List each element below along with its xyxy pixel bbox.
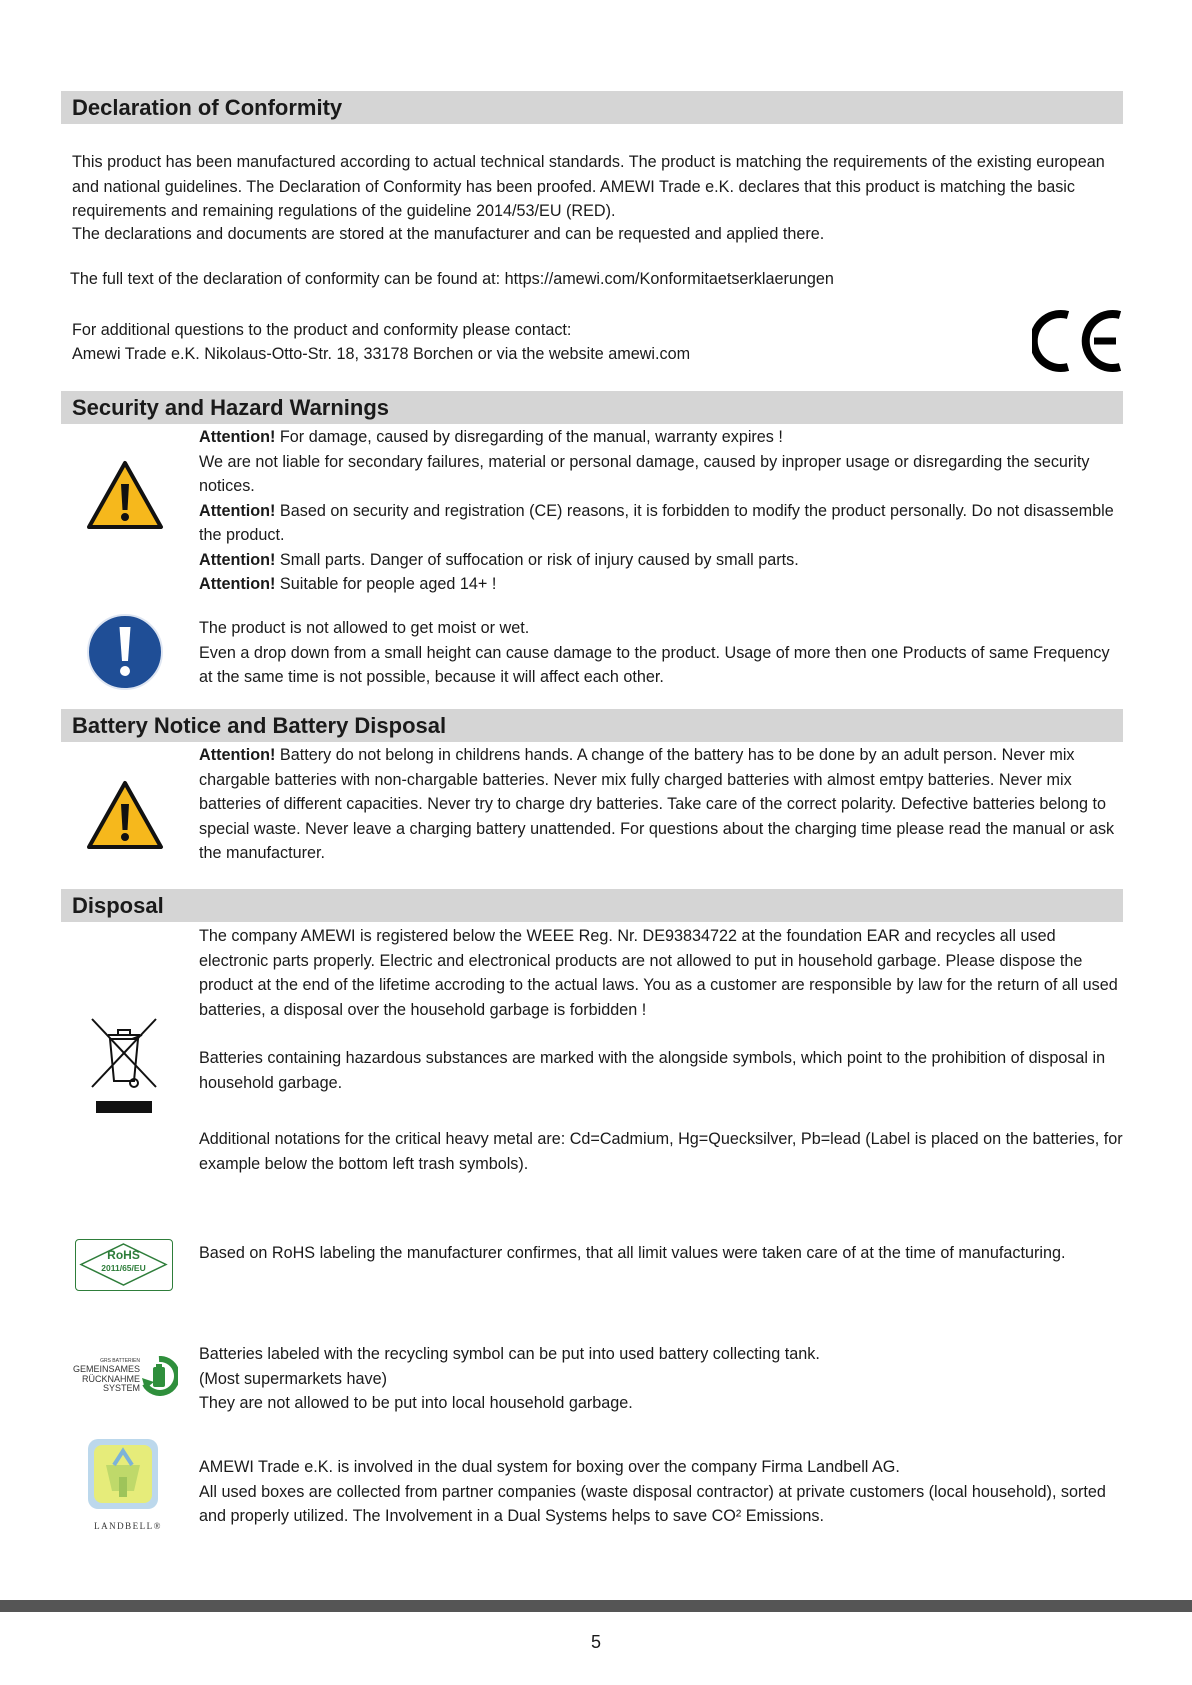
attention-label: Attention! [199, 501, 276, 520]
section-header-security [61, 391, 1123, 424]
conformity-contact-line-2: Amewi Trade e.K. Nikolaus-Otto-Str. 18, 33178 Borchen or via the website amewi.com [72, 345, 691, 363]
attention-label: Attention! [199, 575, 276, 593]
attention-text: For damage, caused by disregarding of the manual, warranty expires ! [275, 428, 783, 446]
landbell-text [199, 1455, 1124, 1529]
battery-notice-body: Battery do not belong in childrens hands. A change of the battery has to be done by an adult person. Never mix chargable batteries with non-chargable batteries. Never mix fully charged batteries with almost emtpy batteries. Never mix batteries of different capacities. Never try to charge dry batteries. Take care of the correct polarity. Defective batteries belong to special waste. Never leave a charging battery unattended. For questions about the charging time please read the manual or ask the manufacturer. [199, 746, 1115, 862]
section-header-conformity [61, 91, 1123, 124]
security-attention-1 [199, 425, 1124, 450]
grs-logo-line-3: SYSTEM [102, 1383, 140, 1393]
landbell-line-1: AMEWI Trade e.K. is involved in the dual system for boxing over the company Firma Landbell AG. [199, 1458, 900, 1476]
security-liability: We are not liable for secondary failures, material or personal damage, caused by inproper usage or disregarding the security notices. [199, 452, 1090, 495]
attention-text: Suitable for people aged 14+ ! [275, 575, 497, 593]
section-title: Battery Notice and Battery Disposal [72, 713, 447, 738]
section-header-disposal [61, 889, 1123, 922]
rohs-logo-label: RoHS [107, 1248, 140, 1262]
heavy-metal-notation-text: Additional notations for the critical heavy metal are: Cd=Cadmium, Hg=Quecksilver, Pb=lead (Label is placed on the batteries, for example below the bottom left trash symbols). [199, 1130, 1123, 1173]
attention-text: Small parts. Danger of suffocation or risk of injury caused by small parts. [275, 550, 799, 569]
grs-logo-line-1: GEMEINSAMES [72, 1364, 140, 1374]
landbell-logo-icon [86, 1437, 160, 1511]
attention-label: Attention! [199, 428, 276, 446]
notice-exclamation-icon [86, 613, 164, 691]
battery-recycling-text [199, 1342, 1124, 1416]
conformity-contact-line-1: For additional questions to the product and conformity please contact: [72, 321, 572, 339]
grs-logo-line-2: RÜCKNAHME [81, 1373, 140, 1384]
battery-notice-text [199, 743, 1124, 866]
rohs-logo-directive: 2011/65/EU [101, 1263, 146, 1273]
section-header-battery [61, 709, 1123, 742]
grs-logo-small-text: GRS BATTERIEN [100, 1358, 140, 1364]
battery-recycling-icon [140, 1356, 178, 1396]
grs-logo-text [62, 1365, 140, 1394]
grs-line-3: They are not allowed to be put into local household garbage. [199, 1394, 633, 1412]
attention-label: Attention! [199, 550, 276, 569]
moisture-notice [199, 616, 1124, 690]
attention-label: Attention! [199, 746, 276, 764]
security-warnings [199, 425, 1124, 597]
conformity-storage-note: The declarations and documents are stored at the manufacturer and can be requested and applied there. [72, 225, 825, 243]
warning-triangle-icon [84, 458, 166, 532]
security-attention-3 [199, 548, 1124, 573]
page-number: 5 [590, 1632, 601, 1652]
warning-triangle-icon [84, 778, 166, 852]
section-title: Disposal [72, 893, 164, 918]
grs-line-1: Batteries labeled with the recycling symbol can be put into used battery collecting tank. [199, 1345, 820, 1363]
ce-mark-icon [1032, 307, 1124, 375]
footer-bar [0, 1600, 1192, 1612]
crossed-bin-icon [88, 1015, 160, 1115]
rohs-text: Based on RoHS labeling the manufacturer confirmes, that all limit values were taken care of at the time of manufacturing. [199, 1244, 1066, 1262]
landbell-line-2: All used boxes are collected from partner companies (waste disposal contractor) at private customers (local household), sorted and properly utilized. The Involvement in a Dual Systems helps to save CO² Emissions. [199, 1482, 1106, 1525]
conformity-paragraph: This product has been manufactured according to actual technical standards. The product is matching the requirements of the existing european and national guidelines. The Declaration of Conformity has been proofed. AMEWI Trade e.K. declares that this product is matching the basic requirements and remaining regulations of the guideline 2014/53/EU (RED). [72, 153, 1105, 220]
frequency-line: Even a drop down from a small height can cause damage to the product. Usage of more then one Products of same Frequency at the same time is not possible, because it will affect each other. [199, 643, 1110, 686]
grs-line-2: (Most supermarkets have) [199, 1369, 388, 1388]
section-title: Security and Hazard Warnings [72, 395, 390, 420]
moisture-line: The product is not allowed to get moist or wet. [199, 619, 530, 637]
security-attention-4 [199, 572, 1124, 597]
attention-text: Based on security and registration (CE) reasons, it is forbidden to modify the product personally. Do not disassemble the product. [199, 501, 1114, 544]
landbell-logo-label: LANDBELL® [94, 1521, 162, 1531]
hazardous-substances-text: Batteries containing hazardous substances are marked with the alongside symbols, which point to the prohibition of disposal in household garbage. [199, 1049, 1106, 1092]
section-title: Declaration of Conformity [72, 95, 343, 120]
weee-registration-text: The company AMEWI is registered below the WEEE Reg. Nr. DE93834722 at the foundation EAR and recycles all used electronic parts properly. Electric and electronical products are not allowed to put in household garbage. Please dispose the product at the end of the lifetime accroding to the actual laws. You as a customer are responsible by law for the return of all used batteries, a disposal over the household garbage is forbidden ! [199, 927, 1118, 1019]
rohs-logo [75, 1239, 173, 1291]
conformity-full-text-link: The full text of the declaration of conformity can be found at: https://amewi.com/Konformitaetserklaerungen [70, 270, 834, 288]
security-attention-2 [199, 499, 1124, 548]
